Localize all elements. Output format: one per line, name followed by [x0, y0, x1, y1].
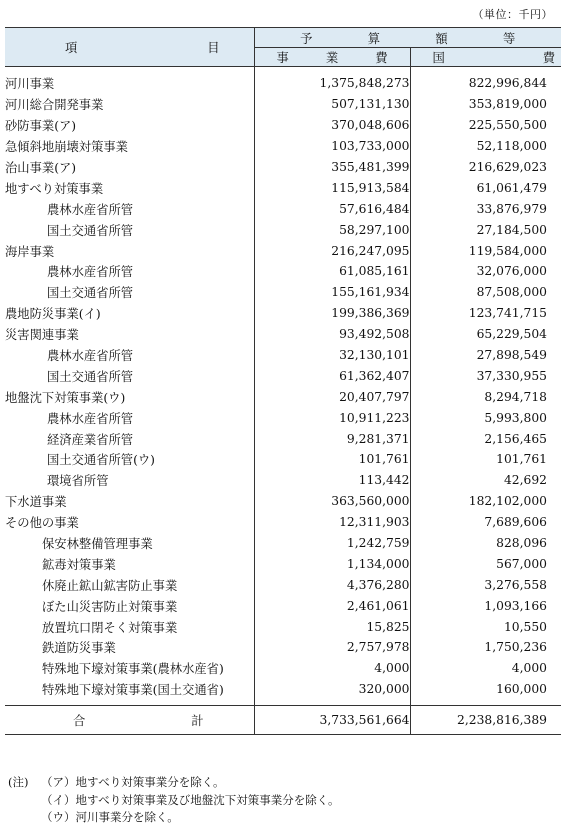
- row-national-cost: 27,184,500: [476, 222, 547, 237]
- row-project-cost: 115,913,584: [254, 177, 410, 198]
- table-row: [5, 67, 561, 94]
- table-row: [5, 491, 561, 512]
- row-item-name: 地すべり対策事業: [5, 177, 254, 198]
- total-row: [5, 705, 561, 734]
- row-project-cost: 58,297,100: [254, 219, 410, 240]
- row-item-name: 砂防事業(ア): [5, 115, 254, 136]
- row-national-cost: 3,276,558: [484, 577, 547, 592]
- row-item-name: 農林水産省所管: [5, 345, 254, 366]
- table-row: [5, 94, 561, 115]
- note-line: （ウ）河川事業分を除く。: [41, 810, 179, 824]
- row-item-name: 地盤沈下対策事業(ウ): [5, 386, 254, 407]
- header-budget: 予 算 額 等: [254, 28, 561, 48]
- row-item-name: 特殊地下壕対策事業(国土交通省): [5, 679, 254, 705]
- row-item-name: 災害関連事業: [5, 324, 254, 345]
- table-row: [5, 595, 561, 616]
- table-row: [5, 637, 561, 658]
- row-item-name: 経済産業省所管: [5, 428, 254, 449]
- table-row: [5, 386, 561, 407]
- row-project-cost: 363,560,000: [254, 491, 410, 512]
- row-item-name: 急傾斜地崩壊対策事業: [5, 136, 254, 157]
- table-row: [5, 261, 561, 282]
- table-row: [5, 512, 561, 533]
- row-project-cost: 12,311,903: [254, 512, 410, 533]
- row-item-name: 国土交通省所管: [5, 365, 254, 386]
- table-row: [5, 574, 561, 595]
- row-item-name: 河川事業: [5, 67, 254, 94]
- row-item-name: 治山事業(ア): [5, 157, 254, 178]
- row-project-cost: 57,616,484: [254, 198, 410, 219]
- row-item-name: 国土交通省所管: [5, 282, 254, 303]
- table-row: [5, 365, 561, 386]
- table-row: [5, 533, 561, 554]
- row-project-cost: 216,247,095: [254, 240, 410, 261]
- row-national-cost: 2,156,465: [484, 431, 547, 446]
- note-line: (注) （ア）地すべり対策事業分を除く。: [8, 775, 225, 789]
- row-project-cost: 355,481,399: [254, 157, 410, 178]
- row-national-cost: 52,118,000: [476, 139, 547, 154]
- table-row: [5, 303, 561, 324]
- table-row: [5, 407, 561, 428]
- row-project-cost: 4,000: [254, 658, 410, 679]
- row-national-cost: 225,550,500: [468, 118, 547, 133]
- table-row: [5, 157, 561, 178]
- row-item-name: ぼた山災害防止対策事業: [5, 595, 254, 616]
- row-item-name: 放置坑口閉そく対策事業: [5, 616, 254, 637]
- row-project-cost: 199,386,369: [254, 303, 410, 324]
- row-project-cost: 507,131,130: [254, 94, 410, 115]
- row-national-cost: 33,876,979: [476, 201, 547, 216]
- row-item-name: 鉱毒対策事業: [5, 553, 254, 574]
- row-national-cost: 822,996,844: [468, 76, 547, 91]
- table-row: [5, 470, 561, 491]
- row-national-cost: 160,000: [496, 682, 547, 697]
- row-project-cost: 1,375,848,273: [254, 67, 410, 94]
- row-national-cost: 5,993,800: [484, 410, 547, 425]
- table-row: [5, 616, 561, 637]
- row-project-cost: 320,000: [254, 679, 410, 705]
- row-project-cost: 32,130,101: [254, 345, 410, 366]
- table-row: [5, 658, 561, 679]
- row-national-cost: 182,102,000: [468, 494, 547, 509]
- row-item-name: 海岸事業: [5, 240, 254, 261]
- table-row: [5, 219, 561, 240]
- row-project-cost: 370,048,606: [254, 115, 410, 136]
- header-item: 項 目: [5, 28, 254, 67]
- row-project-cost: 15,825: [254, 616, 410, 637]
- row-item-name: その他の事業: [5, 512, 254, 533]
- row-item-name: 下水道事業: [5, 491, 254, 512]
- row-national-cost: 37,330,955: [476, 368, 547, 383]
- row-project-cost: 113,442: [254, 470, 410, 491]
- table-row: [5, 115, 561, 136]
- row-project-cost: 10,911,223: [254, 407, 410, 428]
- row-national-cost: 7,689,606: [484, 515, 547, 530]
- row-national-cost: 10,550: [503, 619, 547, 634]
- table-row: [5, 198, 561, 219]
- row-national-cost: 567,000: [496, 556, 547, 571]
- row-national-cost: 1,750,236: [484, 640, 547, 655]
- header-project-cost: 事 業 費: [254, 48, 410, 67]
- row-project-cost: 103,733,000: [254, 136, 410, 157]
- note-line: （イ）地すべり対策事業及び地盤沈下対策事業分を除く。: [41, 792, 340, 807]
- table-row: [5, 177, 561, 198]
- row-project-cost: 93,492,508: [254, 324, 410, 345]
- row-item-name: 国土交通省所管(ウ): [5, 449, 254, 470]
- row-national-cost: 61,061,479: [476, 180, 547, 195]
- table-row: [5, 240, 561, 261]
- row-national-cost: 65,229,504: [476, 327, 547, 342]
- row-national-cost: 8,294,718: [484, 389, 547, 404]
- row-national-cost: 353,819,000: [468, 97, 547, 112]
- table-body: [5, 67, 561, 706]
- table-row: [5, 449, 561, 470]
- row-item-name: 農林水産省所管: [5, 407, 254, 428]
- row-national-cost: 101,761: [496, 452, 547, 467]
- row-item-name: 農林水産省所管: [5, 261, 254, 282]
- budget-table: [5, 27, 561, 735]
- row-item-name: 環境省所管: [5, 470, 254, 491]
- table-row: [5, 282, 561, 303]
- row-national-cost: 216,629,023: [468, 160, 547, 174]
- row-project-cost: 61,085,161: [254, 261, 410, 282]
- row-item-name: 農林水産省所管: [5, 198, 254, 219]
- row-national-cost: 32,076,000: [476, 264, 547, 279]
- row-national-cost: 119,584,000: [468, 243, 547, 258]
- notes: [8, 774, 340, 827]
- unit-label: （単位：千円）: [472, 8, 553, 21]
- total-project-cost: 3,733,561,664: [254, 705, 410, 734]
- table-row: [5, 428, 561, 449]
- row-project-cost: 4,376,280: [254, 574, 410, 595]
- row-project-cost: 155,161,934: [254, 282, 410, 303]
- row-project-cost: 1,134,000: [254, 553, 410, 574]
- row-item-name: 鉄道防災事業: [5, 637, 254, 658]
- row-item-name: 休廃止鉱山鉱害防止事業: [5, 574, 254, 595]
- table-row: [5, 136, 561, 157]
- row-national-cost: 828,096: [496, 536, 547, 551]
- row-project-cost: 2,757,978: [254, 637, 410, 658]
- row-item-name: 河川総合開発事業: [5, 94, 254, 115]
- row-national-cost: 123,741,715: [468, 306, 547, 321]
- row-national-cost: 87,508,000: [476, 285, 547, 300]
- row-item-name: 保安林整備管理事業: [5, 533, 254, 554]
- table-row: [5, 553, 561, 574]
- row-project-cost: 61,362,407: [254, 365, 410, 386]
- table-row: [5, 679, 561, 705]
- row-national-cost: 4,000: [511, 661, 547, 676]
- row-project-cost: 9,281,371: [254, 428, 410, 449]
- row-item-name: 国土交通省所管: [5, 219, 254, 240]
- row-project-cost: 2,461,061: [254, 595, 410, 616]
- row-national-cost: 27,898,549: [476, 348, 547, 363]
- header-national-cost: 国 費: [410, 48, 561, 67]
- row-project-cost: 1,242,759: [254, 533, 410, 554]
- table-row: [5, 324, 561, 345]
- total-national-cost: 2,238,816,389: [410, 705, 561, 734]
- row-item-name: 特殊地下壕対策事業(農林水産省): [5, 658, 254, 679]
- row-item-name: 農地防災事業(イ): [5, 303, 254, 324]
- row-project-cost: 20,407,797: [254, 386, 410, 407]
- row-national-cost: 42,692: [503, 473, 547, 488]
- table-row: [5, 345, 561, 366]
- row-project-cost: 101,761: [254, 449, 410, 470]
- total-label: 合 計: [5, 705, 254, 734]
- row-national-cost: 1,093,166: [484, 598, 547, 613]
